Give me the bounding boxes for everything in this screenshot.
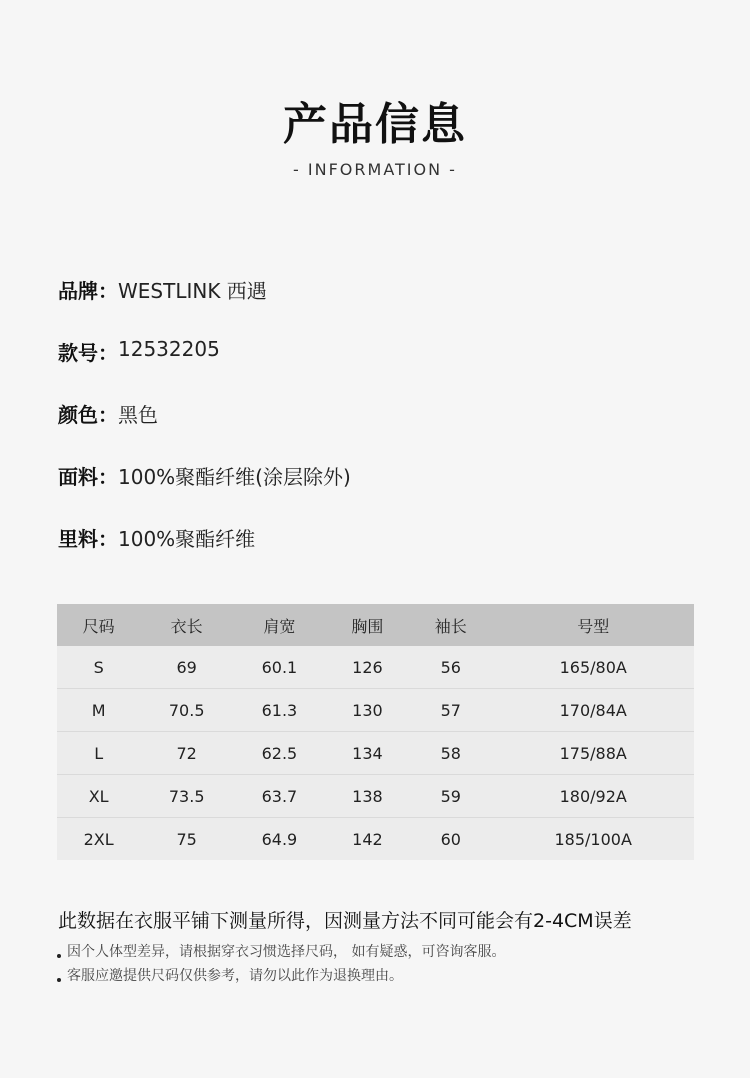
table-cell: 2XL — [57, 818, 140, 861]
table-cell: 63.7 — [233, 775, 326, 818]
table-row — [57, 732, 694, 775]
info-value: 12532205 — [118, 337, 220, 361]
table-cell: 72 — [140, 732, 233, 775]
table-cell: 134 — [326, 732, 409, 775]
table-cell: 175/88A — [492, 732, 694, 775]
table-cell: 56 — [409, 646, 492, 689]
table-cell: XL — [57, 775, 140, 818]
table-row — [57, 818, 694, 861]
info-value: WESTLINK 西遇 — [118, 279, 267, 303]
table-cell: 170/84A — [492, 689, 694, 732]
note-text: 因个人体型差异，请根据穿衣习惯选择尺码， 如有疑惑，可咨询客服。 — [67, 944, 506, 960]
table-cell: 58 — [409, 732, 492, 775]
note-text: 客服应邀提供尺码仅供参考，请勿以此作为退换理由。 — [67, 968, 403, 984]
table-cell: 130 — [326, 689, 409, 732]
table-cell: M — [57, 689, 140, 732]
info-row-lining — [58, 523, 351, 585]
product-info-list — [58, 275, 351, 585]
info-row-fabric — [58, 461, 351, 523]
note-list — [57, 940, 505, 988]
info-label: 品牌： — [58, 279, 118, 303]
info-row-color — [58, 399, 351, 461]
column-header: 肩宽 — [233, 604, 326, 646]
table-cell: S — [57, 646, 140, 689]
table-cell: 142 — [326, 818, 409, 861]
note-item — [57, 940, 505, 964]
table-cell: 138 — [326, 775, 409, 818]
table-cell: 126 — [326, 646, 409, 689]
table-cell: 73.5 — [140, 775, 233, 818]
info-value: 黑色 — [118, 403, 158, 427]
table-row — [57, 775, 694, 818]
column-header: 尺码 — [57, 604, 140, 646]
table-cell: 165/80A — [492, 646, 694, 689]
table-cell: 57 — [409, 689, 492, 732]
info-value: 100%聚酯纤维(涂层除外) — [118, 465, 351, 489]
info-label: 颜色： — [58, 403, 118, 427]
bullet-icon — [57, 978, 61, 982]
info-label: 里料： — [58, 527, 118, 551]
table-cell: 70.5 — [140, 689, 233, 732]
table-row — [57, 646, 694, 689]
info-value: 100%聚酯纤维 — [118, 527, 256, 551]
table-cell: L — [57, 732, 140, 775]
table-cell: 60.1 — [233, 646, 326, 689]
table-cell: 60 — [409, 818, 492, 861]
table-row — [57, 689, 694, 732]
column-header: 袖长 — [409, 604, 492, 646]
page-subtitle: - INFORMATION - — [293, 160, 457, 179]
info-row-style-number — [58, 337, 351, 399]
column-header: 号型 — [492, 604, 694, 646]
page-title: 产品信息 — [283, 99, 467, 150]
note-item — [57, 964, 505, 988]
column-header: 胸围 — [326, 604, 409, 646]
info-label: 面料： — [58, 465, 118, 489]
table-cell: 185/100A — [492, 818, 694, 861]
bullet-icon — [57, 954, 61, 958]
table-cell: 180/92A — [492, 775, 694, 818]
column-header: 衣长 — [140, 604, 233, 646]
table-cell: 69 — [140, 646, 233, 689]
table-header-row — [57, 604, 694, 646]
size-table — [57, 604, 694, 860]
table-cell: 62.5 — [233, 732, 326, 775]
measurement-note-title: 此数据在衣服平铺下测量所得，因测量方法不同可能会有2-4CM误差 — [58, 910, 632, 932]
table-cell: 75 — [140, 818, 233, 861]
table-cell: 64.9 — [233, 818, 326, 861]
info-row-brand — [58, 275, 351, 337]
table-cell: 59 — [409, 775, 492, 818]
info-label: 款号： — [58, 341, 118, 365]
table-cell: 61.3 — [233, 689, 326, 732]
